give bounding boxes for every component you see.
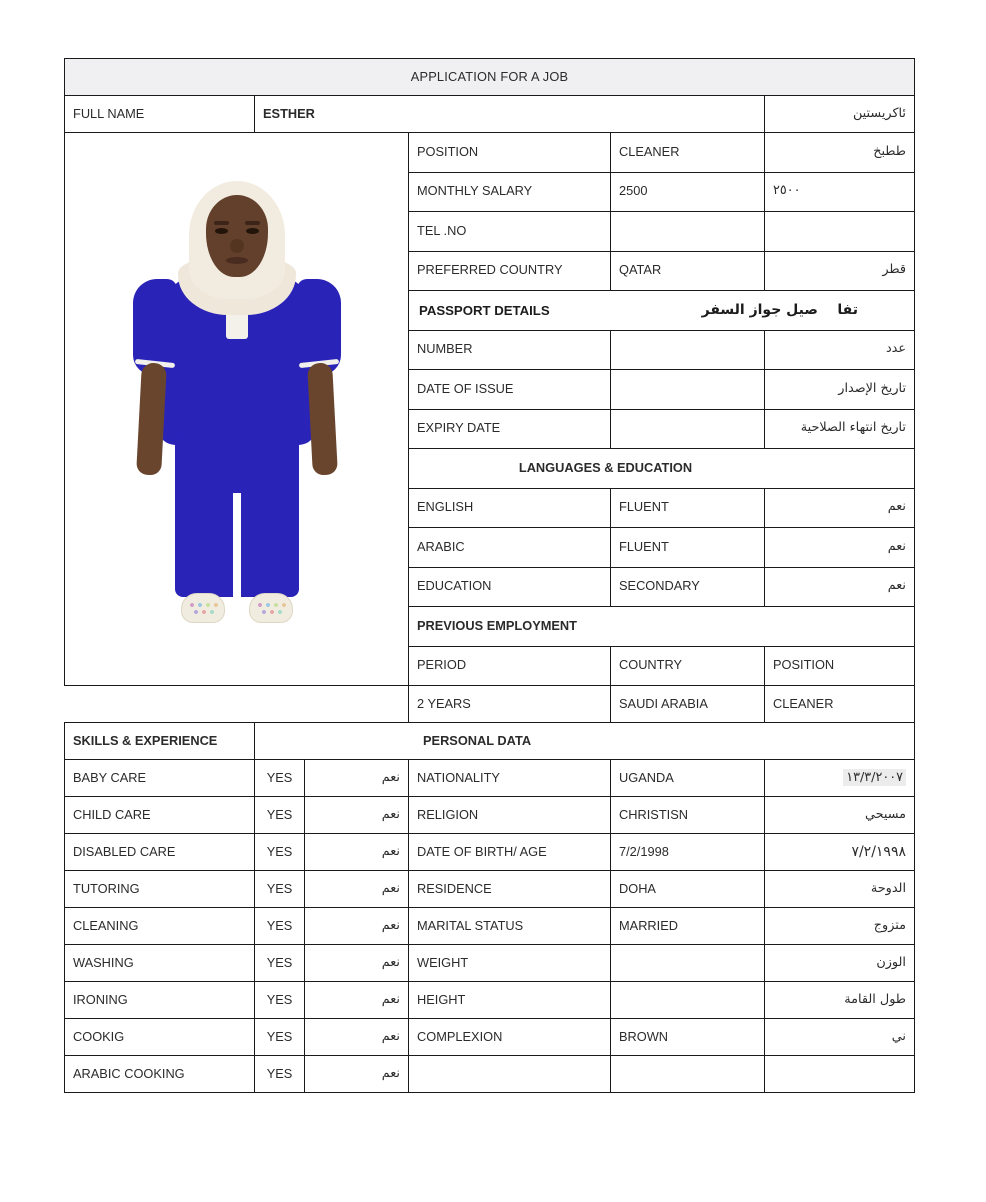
photo-arm-right — [307, 362, 338, 475]
languages-section-label: LANGUAGES & EDUCATION — [409, 449, 915, 489]
skill-label: CLEANING — [65, 908, 255, 945]
photo-eye-right — [246, 228, 259, 234]
personal-arabic — [765, 760, 915, 797]
personal-label — [409, 1056, 611, 1093]
skill-value: YES — [255, 760, 305, 797]
preferred-country-value: QATAR — [611, 251, 765, 291]
skill-arabic: نعم — [305, 1056, 409, 1093]
skill-arabic: نعم — [305, 834, 409, 871]
personal-label: RELIGION — [409, 797, 611, 834]
skill-label: CHILD CARE — [65, 797, 255, 834]
employment-country-value: SAUDI ARABIA — [611, 686, 765, 723]
skill-label: BABY CARE — [65, 760, 255, 797]
personal-value — [611, 945, 765, 982]
application-form-sheet — [64, 58, 914, 1093]
skill-label: TUTORING — [65, 871, 255, 908]
passport-expiry-value — [611, 409, 765, 449]
preferred-country-arabic: قطر — [765, 251, 915, 291]
personal-value: BROWN — [611, 1019, 765, 1056]
photo-shoe-pattern-right — [256, 602, 288, 616]
employment-section-label: PREVIOUS EMPLOYMENT — [409, 607, 915, 647]
personal-arabic: ٧/٢/١٩٩٨ — [765, 834, 915, 871]
applicant-photo-cell — [65, 133, 409, 686]
english-label: ENGLISH — [409, 488, 611, 528]
skills-section-label: SKILLS & EXPERIENCE — [65, 723, 255, 760]
personal-arabic: الدوحة — [765, 871, 915, 908]
personal-arabic: ني — [765, 1019, 915, 1056]
personal-arabic: متزوج — [765, 908, 915, 945]
document-title: APPLICATION FOR A JOB — [65, 59, 915, 96]
preferred-country-label: PREFERRED COUNTRY — [409, 251, 611, 291]
employment-position-value: CLEANER — [765, 686, 915, 723]
english-arabic: نعم — [765, 488, 915, 528]
personal-label: MARITAL STATUS — [409, 908, 611, 945]
passport-issue-value — [611, 370, 765, 410]
skills-personal-header-row — [65, 723, 915, 760]
skill-label: IRONING — [65, 982, 255, 1019]
personal-label: NATIONALITY — [409, 760, 611, 797]
personal-label: RESIDENCE — [409, 871, 611, 908]
passport-issue-arabic: تاريخ الإصدار — [765, 370, 915, 410]
english-value: FLUENT — [611, 488, 765, 528]
employment-period-header: PERIOD — [409, 646, 611, 686]
photo-and-position-row — [65, 133, 915, 173]
personal-label: WEIGHT — [409, 945, 611, 982]
photo-nose — [230, 239, 244, 253]
skill-label: WASHING — [65, 945, 255, 982]
personal-value — [611, 1056, 765, 1093]
monthly-salary-arabic: ٢٥٠٠ — [765, 172, 915, 212]
photo-mouth — [226, 257, 248, 264]
arabic-language-arabic: نعم — [765, 528, 915, 568]
skill-label: COOKIG — [65, 1019, 255, 1056]
personal-label: DATE OF BIRTH/ AGE — [409, 834, 611, 871]
skill-arabic: نعم — [305, 982, 409, 1019]
photo-shoe-left — [181, 593, 225, 623]
education-value: SECONDARY — [611, 567, 765, 607]
table-row — [65, 1019, 915, 1056]
personal-label: COMPLEXION — [409, 1019, 611, 1056]
photo-shoe-right — [249, 593, 293, 623]
table-row — [65, 797, 915, 834]
passport-number-arabic: عدد — [765, 330, 915, 370]
personal-arabic: مسيحي — [765, 797, 915, 834]
personal-label: HEIGHT — [409, 982, 611, 1019]
photo-eyebrow-right — [245, 221, 260, 225]
applicant-photo — [73, 133, 400, 685]
passport-number-value — [611, 330, 765, 370]
passport-expiry-label: EXPIRY DATE — [409, 409, 611, 449]
skill-label: ARABIC COOKING — [65, 1056, 255, 1093]
personal-value: UGANDA — [611, 760, 765, 797]
personal-value: 7/2/1998 — [611, 834, 765, 871]
passport-number-label: NUMBER — [409, 330, 611, 370]
full-name-value: ESTHER — [255, 96, 765, 133]
table-row — [65, 908, 915, 945]
personal-arabic: طول القامة — [765, 982, 915, 1019]
skill-arabic: نعم — [305, 797, 409, 834]
position-label: POSITION — [409, 133, 611, 173]
photo-eye-left — [215, 228, 228, 234]
employment-country-header: COUNTRY — [611, 646, 765, 686]
employment-period-value: 2 YEARS — [409, 686, 611, 723]
full-name-row — [65, 96, 915, 133]
application-form-table — [64, 58, 915, 1093]
photo-shoe-pattern-left — [188, 602, 220, 616]
skill-arabic: نعم — [305, 871, 409, 908]
table-row — [65, 834, 915, 871]
employment-data-row — [65, 686, 915, 723]
skill-value: YES — [255, 908, 305, 945]
education-arabic: نعم — [765, 567, 915, 607]
skill-value: YES — [255, 945, 305, 982]
passport-section-header — [409, 291, 915, 331]
arabic-language-value: FLUENT — [611, 528, 765, 568]
table-row — [65, 982, 915, 1019]
table-row — [65, 871, 915, 908]
full-name-label: FULL NAME — [65, 96, 255, 133]
personal-value — [611, 982, 765, 1019]
personal-arabic: الوزن — [765, 945, 915, 982]
personal-arabic — [765, 1056, 915, 1093]
photo-face — [206, 195, 268, 277]
personal-arabic-highlight: ١٣/٣/٢٠٠٧ — [843, 769, 906, 786]
employment-position-header: POSITION — [765, 646, 915, 686]
title-row — [65, 59, 915, 96]
photo-eyebrow-left — [214, 221, 229, 225]
passport-issue-label: DATE OF ISSUE — [409, 370, 611, 410]
telephone-value — [611, 212, 765, 252]
personal-value: DOHA — [611, 871, 765, 908]
skill-value: YES — [255, 1056, 305, 1093]
personal-section-label: PERSONAL DATA — [255, 723, 915, 760]
skill-arabic: نعم — [305, 908, 409, 945]
passport-section-arabic: تفا صيل جواز السفر — [701, 302, 858, 319]
position-arabic: ططبخ — [765, 133, 915, 173]
telephone-arabic — [765, 212, 915, 252]
skill-arabic: نعم — [305, 1019, 409, 1056]
table-row — [65, 1056, 915, 1093]
monthly-salary-value: 2500 — [611, 172, 765, 212]
table-row — [65, 945, 915, 982]
personal-value: CHRISTISN — [611, 797, 765, 834]
position-value: CLEANER — [611, 133, 765, 173]
skill-value: YES — [255, 797, 305, 834]
passport-expiry-arabic: تاريخ انتهاء الصلاحية — [765, 409, 915, 449]
education-label: EDUCATION — [409, 567, 611, 607]
monthly-salary-label: MONTHLY SALARY — [409, 172, 611, 212]
arabic-language-label: ARABIC — [409, 528, 611, 568]
skill-value: YES — [255, 834, 305, 871]
skill-arabic: نعم — [305, 945, 409, 982]
skill-value: YES — [255, 871, 305, 908]
skill-arabic: نعم — [305, 760, 409, 797]
skill-value: YES — [255, 1019, 305, 1056]
photo-leg-gap — [233, 493, 241, 599]
skill-value: YES — [255, 982, 305, 1019]
full-name-arabic: ئاكريستين — [765, 96, 915, 133]
telephone-label: TEL .NO — [409, 212, 611, 252]
personal-value: MARRIED — [611, 908, 765, 945]
skill-label: DISABLED CARE — [65, 834, 255, 871]
photo-arm-left — [136, 362, 167, 475]
table-row — [65, 760, 915, 797]
passport-section-label: PASSPORT DETAILS — [419, 302, 550, 318]
